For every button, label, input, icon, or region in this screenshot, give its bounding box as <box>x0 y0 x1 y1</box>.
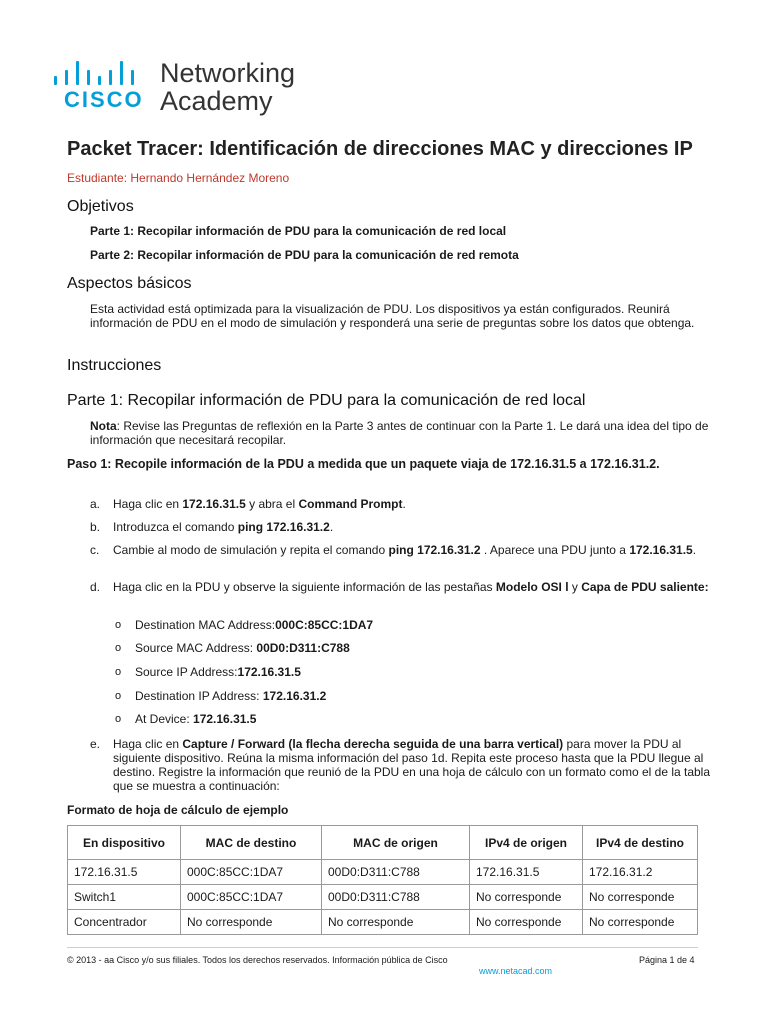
objective-item: Parte 1: Recopilar información de PDU para la comunicación de red local <box>90 224 507 238</box>
table-row <box>68 860 698 885</box>
table-cell: 172.16.31.5 <box>68 860 181 885</box>
instructions-heading: Instrucciones <box>67 357 162 374</box>
footer-divider <box>67 947 698 948</box>
table-cell: No corresponde <box>583 885 698 910</box>
col-header: MAC de origen <box>322 826 470 860</box>
student-name: Estudiante: Hernando Hernández Moreno <box>67 171 290 185</box>
pdu-table <box>67 825 698 935</box>
table-cell: No corresponde <box>470 885 583 910</box>
table-cell: Concentrador <box>68 910 181 935</box>
table-cell: 00D0:D311:C788 <box>322 885 470 910</box>
table-cell: No corresponde <box>322 910 470 935</box>
objective-item: Parte 2: Recopilar información de PDU para la comunicación de red remota <box>90 248 519 262</box>
footer-website-link[interactable]: www.netacad.com <box>479 966 553 976</box>
cisco-bridge-icon <box>54 59 142 85</box>
table-cell: 000C:85CC:1DA7 <box>181 885 322 910</box>
col-header: IPv4 de origen <box>470 826 583 860</box>
page-title: Packet Tracer: Identificación de direcciones MAC y direcciones IP <box>67 138 693 160</box>
table-cell: No corresponde <box>583 910 698 935</box>
table-cell: No corresponde <box>470 910 583 935</box>
step1-heading: Paso 1: Recopile información de la PDU a medida que un paquete viaja de 172.16.31.5 a 172.16.31.2. <box>67 457 660 471</box>
col-header: En dispositivo <box>68 826 181 860</box>
logo-networking: Networking <box>160 58 296 88</box>
table-cell: Switch1 <box>68 885 181 910</box>
table-row <box>68 885 698 910</box>
table-cell: 172.16.31.5 <box>470 860 583 885</box>
table-title: Formato de hoja de cálculo de ejemplo <box>67 803 289 817</box>
table-header-row <box>68 826 698 860</box>
table-cell: 172.16.31.2 <box>583 860 698 885</box>
table-cell: 000C:85CC:1DA7 <box>181 860 322 885</box>
footer-page-number: Página 1 de 4 <box>639 955 695 965</box>
part1-heading: Parte 1: Recopilar información de PDU para la comunicación de red local <box>67 392 586 409</box>
logo-academy: Academy <box>160 86 273 116</box>
col-header: MAC de destino <box>181 826 322 860</box>
basics-text: Esta actividad está optimizada para la visualización de PDU. Los dispositivos ya están configurados. Reunirá información de PDU en el modo de simulación y responderá una serie de preguntas sobre los datos que obtenga. <box>90 302 695 330</box>
basics-heading: Aspectos básicos <box>67 275 192 292</box>
cisco-networking-academy-logo <box>50 54 310 118</box>
objectives-heading: Objetivos <box>67 198 134 215</box>
col-header: IPv4 de destino <box>583 826 698 860</box>
note-paragraph: Nota: Revise las Preguntas de reflexión en la Parte 3 antes de continuar con la Parte 1. Le dará una idea del tipo de información que necesitará recopilar. <box>90 419 709 447</box>
table-row <box>68 910 698 935</box>
cisco-wordmark: CISCO <box>64 87 144 112</box>
footer-copyright: © 2013 - aa Cisco y/o sus filiales. Todos los derechos reservados. Información pública de Cisco <box>67 955 448 965</box>
table-cell: No corresponde <box>181 910 322 935</box>
table-cell: 00D0:D311:C788 <box>322 860 470 885</box>
